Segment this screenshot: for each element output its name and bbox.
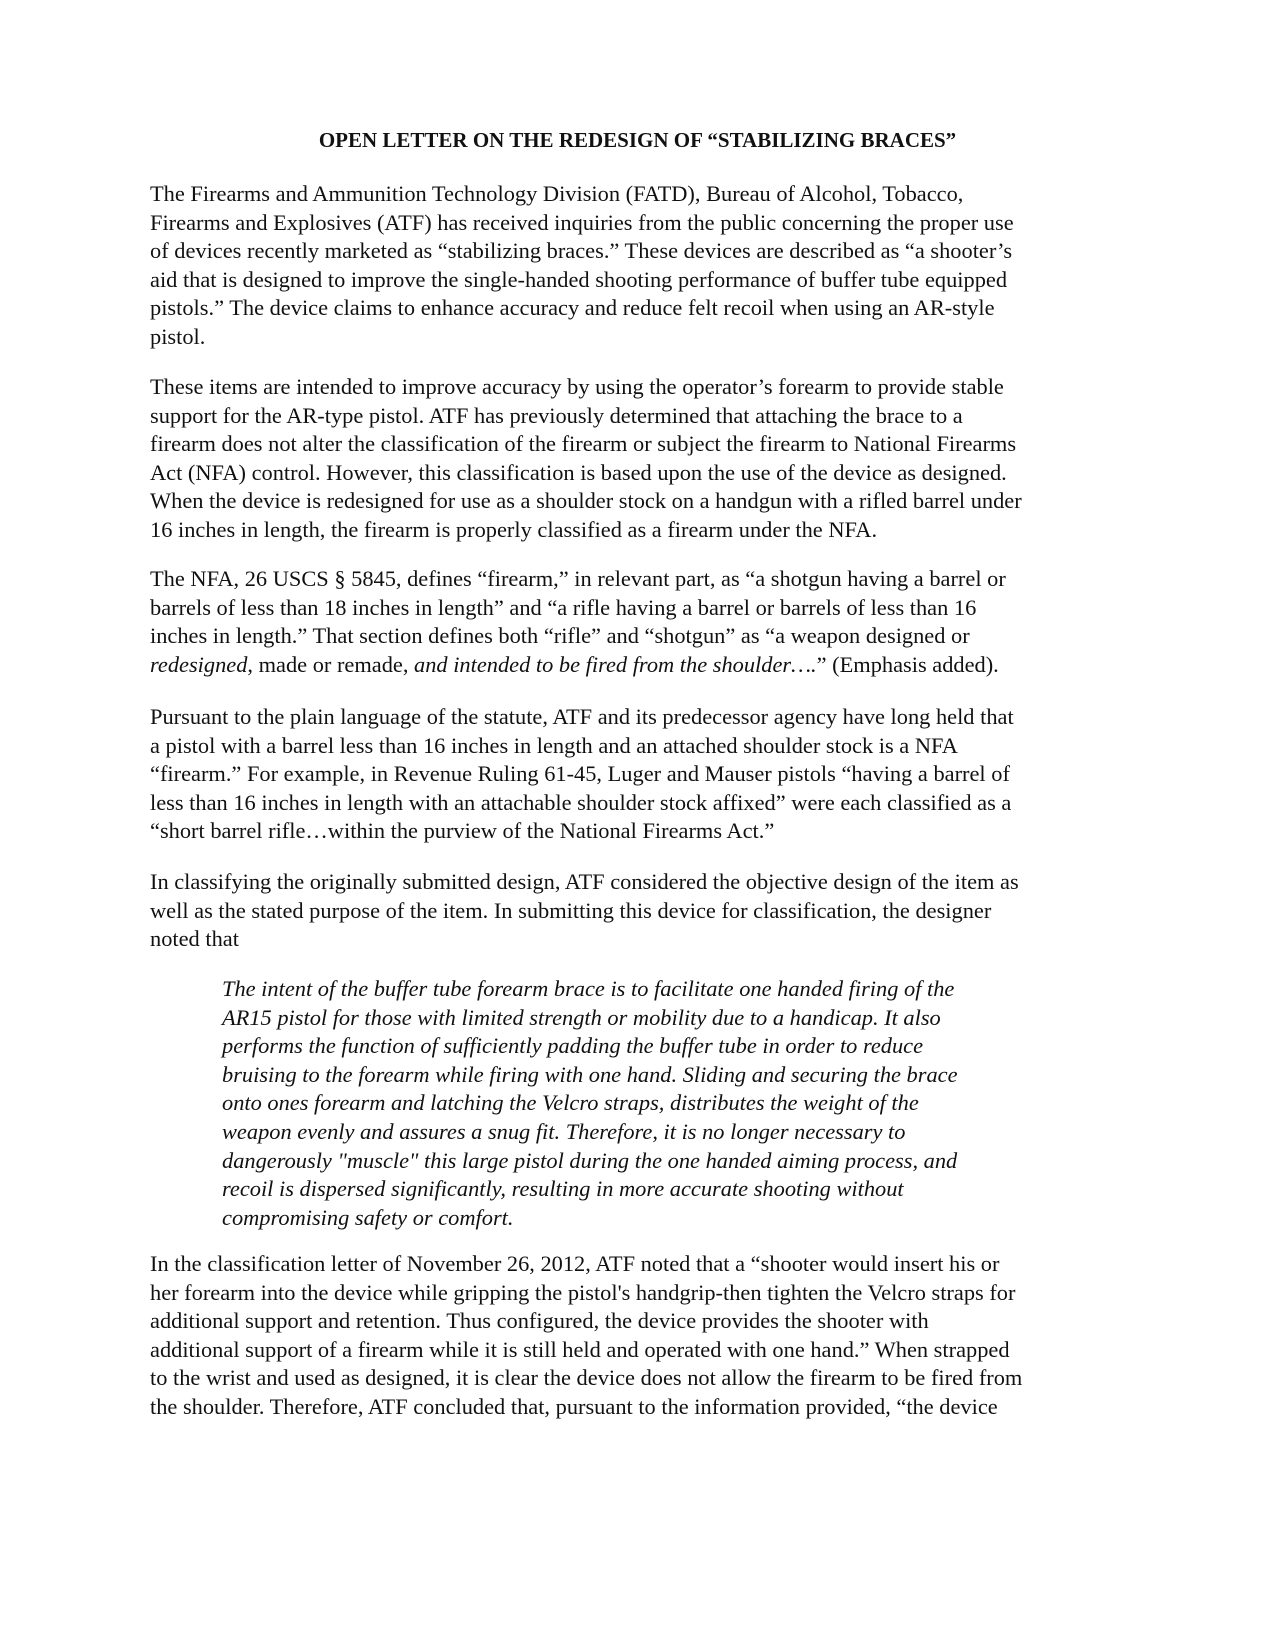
text-line: barrels of less than 18 inches in length” and “a rifle having a barrel or barrels of less than 16 bbox=[150, 594, 977, 620]
text-line: inches in length.” That section defines both “rifle” and “shotgun” as “a weapon designed or bbox=[150, 623, 970, 649]
text-line: In the classification letter of November 26, 2012, ATF noted that a “shooter would insert his or bbox=[150, 1251, 1000, 1276]
quote-line: performs the function of sufficiently padding the buffer tube in order to reduce bbox=[222, 1033, 924, 1059]
text-line: pistol. bbox=[150, 323, 206, 349]
text-line-emphasis bbox=[150, 651, 1130, 680]
paragraph-plain-language bbox=[150, 703, 1130, 846]
quote-line: weapon evenly and assures a snug fit. Therefore, it is no longer necessary to bbox=[222, 1118, 906, 1144]
text-run: ” (Emphasis added). bbox=[816, 651, 999, 677]
quote-line: onto ones forearm and latching the Velcro straps, distributes the weight of the bbox=[222, 1090, 919, 1116]
text-line: pistols.” The device claims to enhance accuracy and reduce felt recoil when using an AR-style bbox=[150, 295, 995, 321]
quote-line: recoil is dispersed significantly, resulting in more accurate shooting without bbox=[222, 1176, 904, 1202]
quote-line: compromising safety or comfort. bbox=[222, 1204, 514, 1230]
paragraph-classifying bbox=[150, 868, 1130, 954]
text-line: “short barrel rifle…within the purview of the National Firearms Act.” bbox=[150, 818, 775, 844]
text-line: The Firearms and Ammunition Technology Division (FATD), Bureau of Alcohol, Tobacco, bbox=[150, 181, 964, 206]
text-line: additional support of a firearm while it is still held and operated with one hand.” When strapped bbox=[150, 1336, 1010, 1362]
emphasis-text: redesigned bbox=[150, 651, 248, 677]
text-line: The NFA, 26 USCS § 5845, defines “firearm,” in relevant part, as “a shotgun having a barrel or bbox=[150, 566, 1006, 591]
text-line: firearm does not alter the classification of the firearm or subject the firearm to National Firearms bbox=[150, 431, 1017, 457]
paragraph-nfa-definition bbox=[150, 565, 1130, 679]
text-run: , made or remade, bbox=[247, 651, 415, 677]
text-line: Firearms and Explosives (ATF) has received inquiries from the public concerning the proper use bbox=[150, 209, 1014, 235]
quote-line: bruising to the forearm while firing with one hand. Sliding and securing the brace bbox=[222, 1061, 958, 1087]
text-line: additional support and retention. Thus configured, the device provides the shooter with bbox=[150, 1308, 929, 1334]
text-line: Pursuant to the plain language of the statute, ATF and its predecessor agency have long held that bbox=[150, 704, 1014, 729]
quote-line: dangerously "muscle" this large pistol during the one handed aiming process, and bbox=[222, 1147, 958, 1173]
paragraph-classification-letter bbox=[150, 1250, 1130, 1422]
text-line: a pistol with a barrel less than 16 inches in length and an attached shoulder stock is a NFA bbox=[150, 732, 958, 758]
text-line: less than 16 inches in length with an attachable shoulder stock affixed” were each classified as a bbox=[150, 789, 1012, 815]
text-line: the shoulder. Therefore, ATF concluded that, pursuant to the information provided, “the device bbox=[150, 1393, 998, 1419]
text-line: When the device is redesigned for use as a shoulder stock on a handgun with a rifled barrel under bbox=[150, 488, 1022, 514]
designer-block-quote bbox=[222, 975, 1082, 1232]
text-line: her forearm into the device while gripping the pistol's handgrip-then tighten the Velcro straps for bbox=[150, 1279, 1016, 1305]
text-line: 16 inches in length, the firearm is properly classified as a firearm under the NFA. bbox=[150, 516, 878, 542]
quote-line: AR15 pistol for those with limited strength or mobility due to a handicap. It also bbox=[222, 1004, 941, 1030]
text-line: well as the stated purpose of the item. In submitting this device for classification, the designer bbox=[150, 897, 992, 923]
paragraph-intro bbox=[150, 180, 1130, 352]
text-line: aid that is designed to improve the single-handed shooting performance of buffer tube equipped bbox=[150, 266, 1008, 292]
text-line: of devices recently marketed as “stabilizing braces.” These devices are described as “a shooter’s bbox=[150, 238, 1013, 264]
paragraph-intended-use bbox=[150, 373, 1130, 545]
text-line: “firearm.” For example, in Revenue Ruling 61-45, Luger and Mauser pistols “having a barrel of bbox=[150, 761, 1010, 787]
text-line: Act (NFA) control. However, this classification is based upon the use of the device as designed. bbox=[150, 459, 1007, 485]
emphasis-text: and intended to be fired from the shoulder…. bbox=[414, 651, 817, 677]
text-line: support for the AR-type pistol. ATF has previously determined that attaching the brace to a bbox=[150, 402, 963, 428]
document-title: OPEN LETTER ON THE REDESIGN OF “STABILIZING BRACES” bbox=[318, 128, 957, 152]
text-line: These items are intended to improve accuracy by using the operator’s forearm to provide stable bbox=[150, 374, 1004, 399]
quote-line: The intent of the buffer tube forearm brace is to facilitate one handed firing of the bbox=[222, 976, 955, 1001]
text-line: to the wrist and used as designed, it is clear the device does not allow the firearm to be fired from bbox=[150, 1365, 1023, 1391]
text-line: noted that bbox=[150, 926, 239, 952]
text-line: In classifying the originally submitted design, ATF considered the objective design of the item as bbox=[150, 869, 1019, 894]
